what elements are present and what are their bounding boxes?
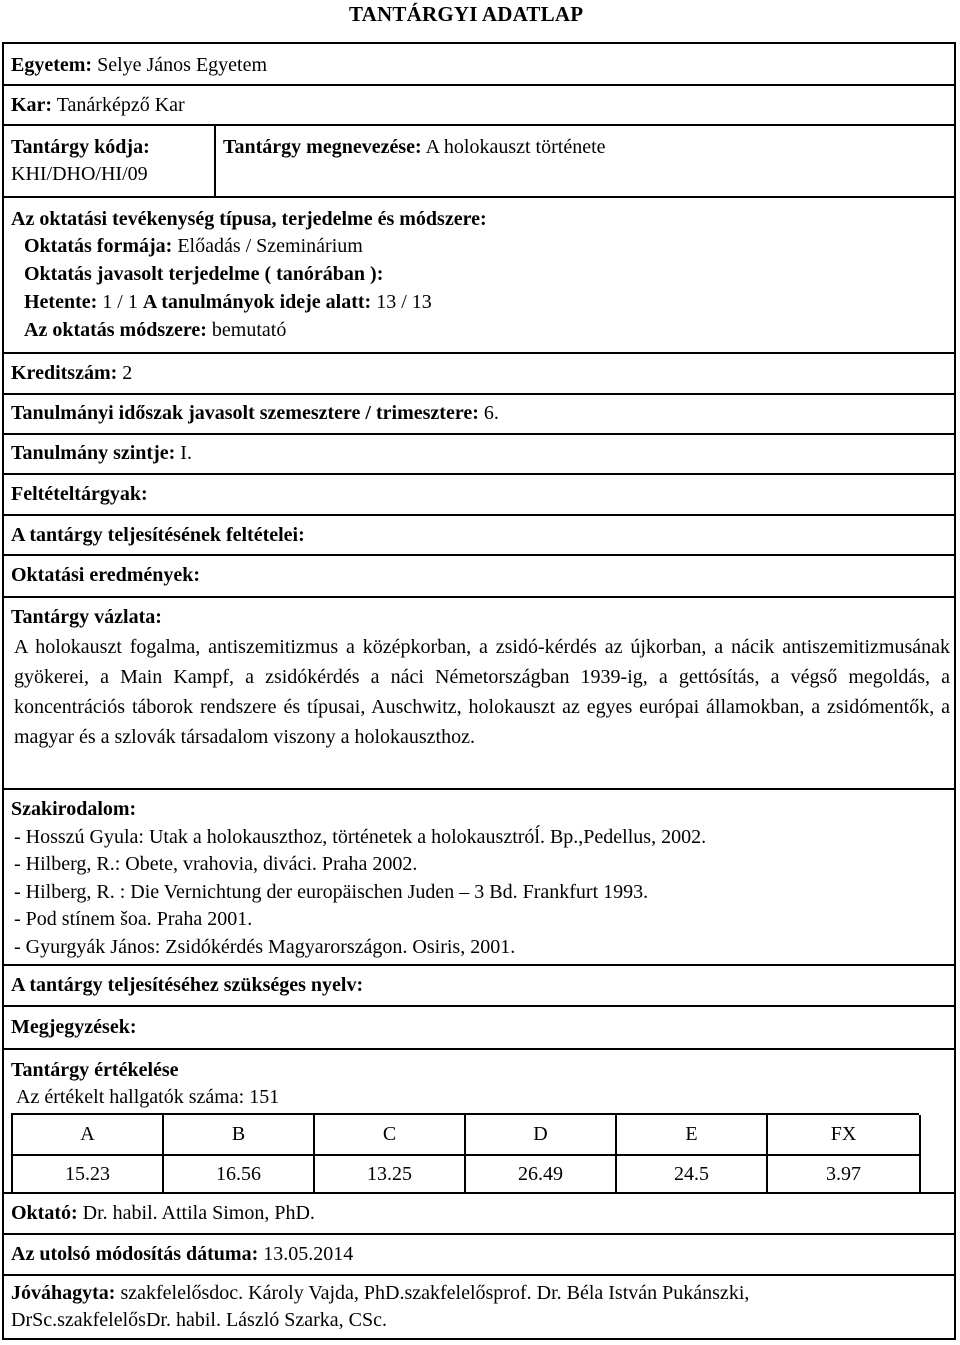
grade-header: E — [617, 1115, 768, 1154]
level-row — [4, 435, 954, 475]
notes-label: Megjegyzések: — [11, 1016, 137, 1038]
university-value: Selye János Egyetem — [97, 54, 268, 76]
evaluation-row — [4, 1050, 954, 1194]
evaluation-label: Tantárgy értékelése — [11, 1059, 179, 1081]
outcomes-label: Oktatási eredmények: — [11, 564, 201, 586]
grade-value: 16.56 — [164, 1154, 315, 1194]
credits-row — [4, 354, 954, 395]
semester-row — [4, 395, 954, 435]
outline-text: A holokauszt fogalma, antiszemitizmus a középkorban, a zsidó-kérdés az újkorban, a nácik antiszemitizmusának gyökerei, a Main Kampf, a zsidókérdés a náci Németországban 1939-ig, a gettósítás, a végső megoldás, a koncentrációs táborok rendszere és típusai, Auschwitz, holokauszt az egyes európai államokban, a zsidómentők, a magyar és a szlovák társadalom viszony a holokauszthoz. — [14, 636, 950, 748]
course-code-value: KHI/DHO/HI/09 — [11, 163, 148, 185]
lecturer-value: Dr. habil. Attila Simon, PhD. — [82, 1202, 315, 1224]
page-title: TANTÁRGYI ADATLAP — [349, 2, 584, 26]
credits-value: 2 — [122, 362, 133, 384]
teaching-heading: Az oktatási tevékenység típusa, terjedelme és módszere: — [11, 208, 487, 230]
prerequisites-row — [4, 475, 954, 516]
grade-value: 3.97 — [768, 1154, 921, 1194]
literature-item: - Hilberg, R.: Obete, vrahovia, diváci. Praha 2002. — [14, 853, 418, 875]
grade-header: B — [164, 1115, 315, 1154]
semester-value: 6. — [483, 402, 499, 424]
last-modified-value: 13.05.2014 — [263, 1243, 354, 1265]
grade-header: D — [466, 1115, 617, 1154]
university-row — [4, 44, 954, 86]
semester-label: Tanulmányi időszak javasolt szemesztere / trimesztere: — [11, 402, 479, 424]
course-id-row — [4, 126, 954, 198]
level-value: I. — [180, 442, 192, 464]
literature-row — [4, 790, 954, 966]
university-label: Egyetem: — [11, 54, 93, 76]
language-row — [4, 966, 954, 1007]
faculty-value: Tanárképző Kar — [56, 94, 185, 116]
lecturer-label: Oktató: — [11, 1202, 78, 1224]
grade-table — [11, 1113, 919, 1194]
grade-header: C — [315, 1115, 466, 1154]
approved-line1: szakfelelősdoc. Károly Vajda, PhD.szakfelelősprof. Dr. Béla István Pukánszki, — [120, 1282, 750, 1304]
literature-item: - Hilberg, R. : Die Vernichtung der europäischen Juden – 3 Bd. Frankfurt 1993. — [14, 881, 649, 903]
teaching-weekly-label: Hetente: — [24, 291, 98, 313]
conditions-label: A tantárgy teljesítésének feltételei: — [11, 524, 305, 546]
course-datasheet — [2, 42, 956, 1340]
faculty-label: Kar: — [11, 94, 53, 116]
approved-row — [4, 1276, 954, 1338]
literature-label: Szakirodalom: — [11, 798, 137, 820]
grade-value: 26.49 — [466, 1154, 617, 1194]
outline-row — [4, 598, 954, 790]
last-modified-row — [4, 1235, 954, 1276]
faculty-row — [4, 86, 954, 126]
level-label: Tanulmány szintje: — [11, 442, 176, 464]
teaching-form-label: Oktatás formája: — [24, 235, 173, 257]
teaching-total-label: A tanulmányok ideje alatt: — [142, 291, 372, 313]
teaching-form-value: Előadás / Szeminárium — [177, 235, 363, 257]
course-code-label: Tantárgy kódja: — [11, 136, 150, 158]
notes-row — [4, 1007, 954, 1050]
teaching-method-value: bemutató — [211, 319, 287, 341]
grade-header: A — [13, 1115, 164, 1154]
teaching-weekly-value: 1 / 1 — [102, 291, 138, 313]
credits-label: Kreditszám: — [11, 362, 118, 384]
approved-label: Jóváhagyta: — [11, 1282, 116, 1304]
last-modified-label: Az utolsó módosítás dátuma: — [11, 1243, 259, 1265]
course-name-label: Tantárgy megnevezése: — [223, 136, 422, 158]
grade-value: 24.5 — [617, 1154, 768, 1194]
teaching-total-value: 13 / 13 — [376, 291, 432, 313]
evaluation-count: Az értékelt hallgatók száma: 151 — [16, 1086, 280, 1108]
grade-values-row — [13, 1154, 919, 1194]
grade-header-row — [13, 1115, 919, 1156]
teaching-scope-label: Oktatás javasolt terjedelme ( tanórában ): — [24, 263, 384, 285]
conditions-row — [4, 516, 954, 556]
prerequisites-label: Feltételtárgyak: — [11, 483, 148, 505]
literature-item: - Gyurgyák János: Zsidókérdés Magyarországon. Osiris, 2001. — [14, 936, 516, 958]
teaching-row — [4, 198, 954, 354]
grade-value: 15.23 — [13, 1154, 164, 1194]
course-name-value: A holokauszt története — [425, 136, 606, 158]
grade-value: 13.25 — [315, 1154, 466, 1194]
outcomes-row — [4, 556, 954, 598]
literature-item: - Pod stínem šoa. Praha 2001. — [14, 908, 253, 930]
grade-header: FX — [768, 1115, 921, 1154]
literature-item: - Hosszú Gyula: Utak a holokauszthoz, történetek a holokausztróĺ. Bp.,Pedellus, 2002. — [14, 826, 707, 848]
course-name-cell — [216, 126, 954, 196]
language-label: A tantárgy teljesítéséhez szükséges nyelv: — [11, 974, 364, 996]
approved-line2: DrSc.szakfelelősDr. habil. László Szarka, CSc. — [11, 1309, 388, 1331]
teaching-method-label: Az oktatás módszere: — [24, 319, 207, 341]
outline-label: Tantárgy vázlata: — [11, 606, 162, 628]
lecturer-row — [4, 1194, 954, 1235]
course-code-cell — [4, 126, 216, 196]
